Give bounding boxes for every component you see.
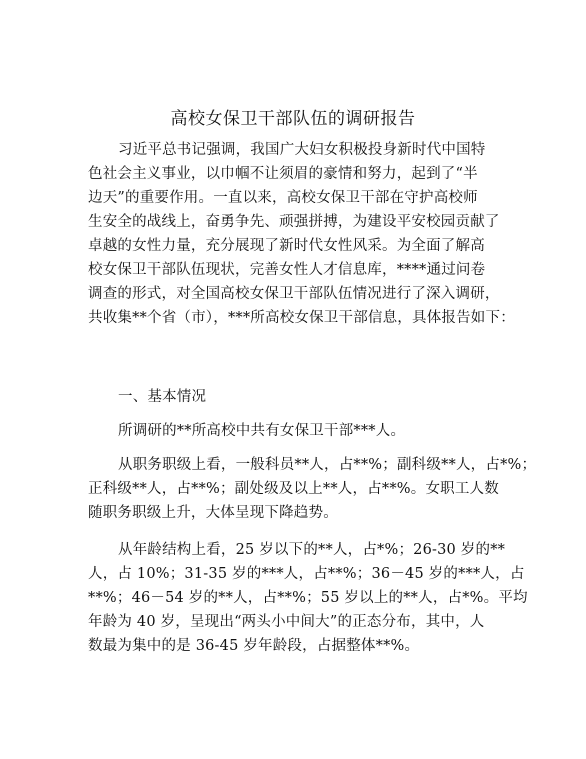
intro-line-3: 边天”的重要作用。一直以来，高校女保卫干部在守护高校师 [88,190,478,206]
intro-line-6: 校女保卫干部队伍现状，完善女性人才信息库，****通过问卷 [88,262,486,278]
section1-para3-line-3: **%；46－54 岁的**人，占**%；55 岁以上的**人，占*%。平均 [88,590,528,606]
section1-para3-line-5: 数最为集中的是 36-45 岁年龄段，占据整体**%。 [88,638,420,654]
intro-line-4: 生安全的战线上，奋勇争先、顽强拼搏，为建设平安校园贡献了 [88,214,500,230]
intro-line-2: 色社会主义事业，以巾帼不让须眉的豪情和努力，起到了“半 [88,166,478,182]
intro-line-7: 调查的形式，对全国高校女保卫干部队伍情况进行了深入调研， [88,286,500,302]
section1-para3-line-1: 从年龄结构上看，25 岁以下的**人，占*%；26-30 岁的** [118,542,506,558]
section1-para2-line-2: 正科级**人，占**%；副处级及以上**人，占**%。女职工人数 [88,481,499,497]
intro-line-1: 习近平总书记强调，我国广大妇女积极投身新时代中国特 [118,142,486,158]
section1-para3-line-2: 人，占 10%；31-35 岁的***人，占**%；36－45 岁的***人，占 [88,566,525,582]
section1-para2-line-3: 随职务职级上升，大体呈现下降趋势。 [88,505,338,521]
section1-para3-line-4: 年龄为 40 岁，呈现出“两头小中间大”的正态分布，其中，人 [88,614,485,630]
section1-para1-line-1: 所调研的**所高校中共有女保卫干部***人。 [118,423,406,439]
document-title: 高校女保卫干部队伍的调研报告 [170,109,416,129]
intro-line-5: 卓越的女性力量，充分展现了新时代女性风采。为全面了解高 [88,238,485,254]
section1-para2-line-1: 从职务职级上看，一般科员**人，占**%；副科级**人，占*%； [118,457,537,473]
section-heading: 一、基本情况 [118,389,207,405]
intro-line-8: 共收集**个省（市），***所高校女保卫干部信息，具体报告如下： [88,310,515,326]
